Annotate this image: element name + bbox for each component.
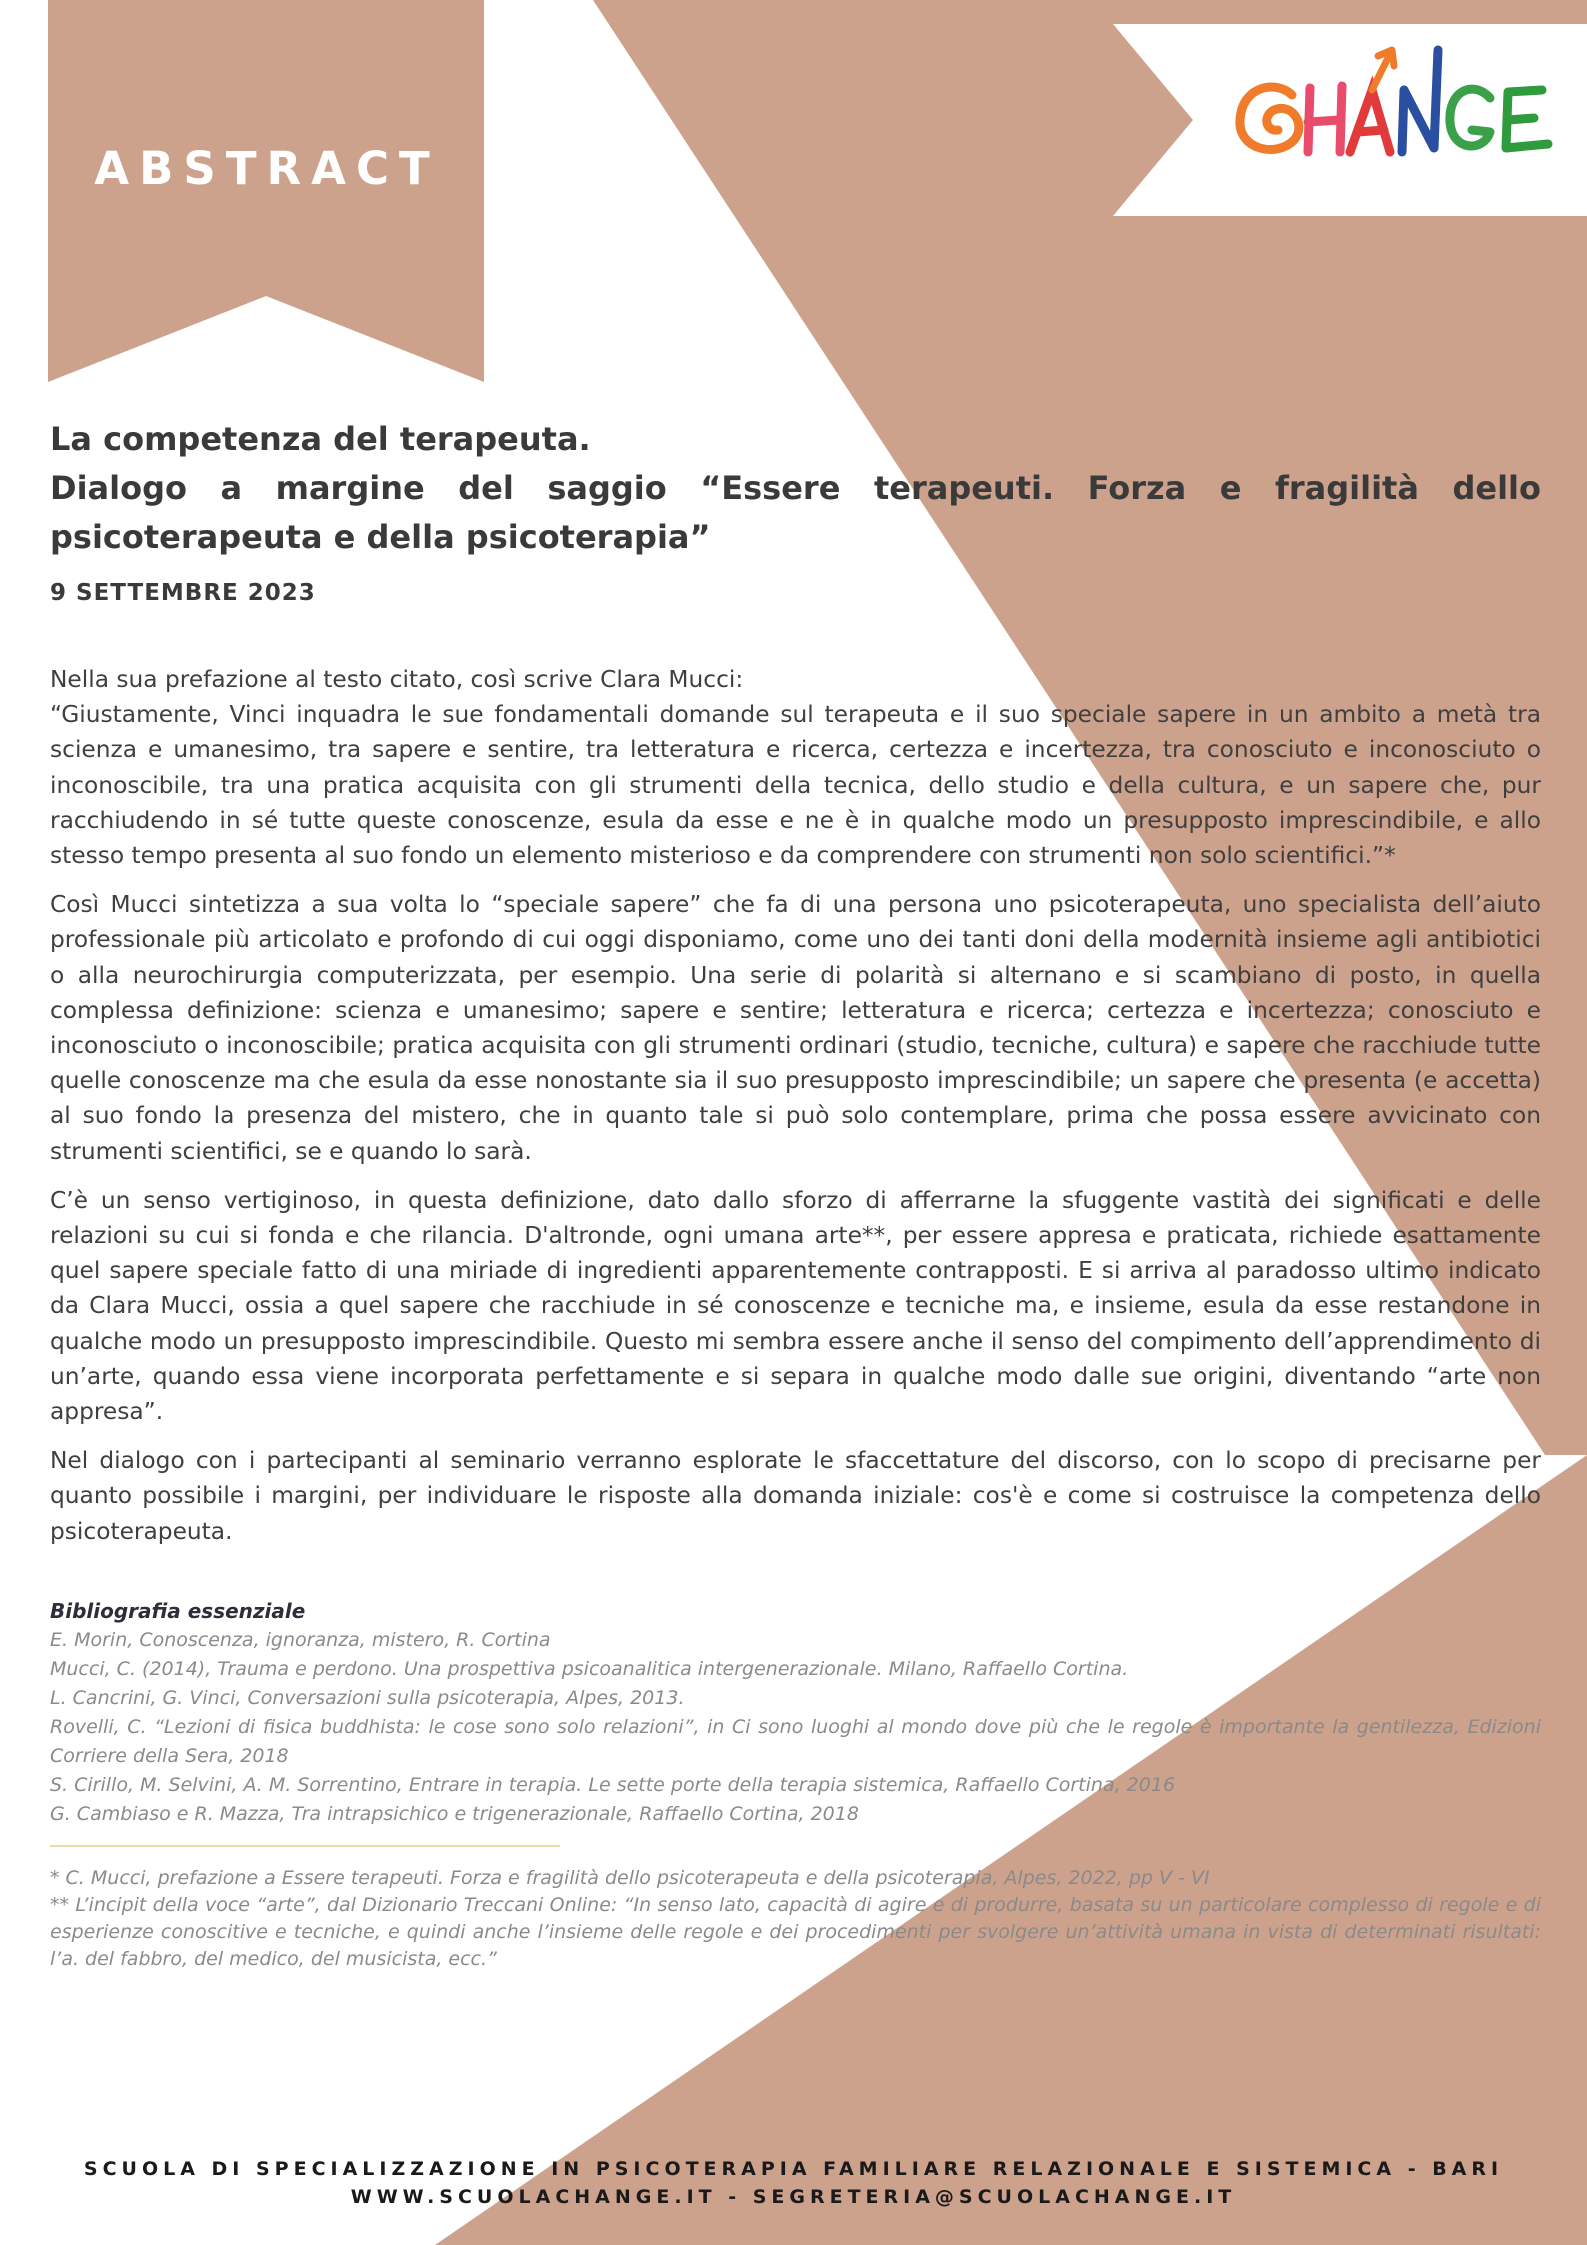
paragraph-1-quote: “Giustamente, Vinci inquadra le sue fondamentali domande sul terapeuta e il suo speciale sapere in un ambito a metà tra scienza e umanesimo, tra sapere e sentire, tra letteratura e ricerca, certezza e incertezza, tra conosciuto e inconosciuto o inconoscibile, tra una pratica acquisita con gli strumenti della tecnica, dello studio e della cultura, e un sapere che, pur racchiudendo in sé tutte queste conoscenze, esula da esse e ne è in qualche modo un presupposto imprescindibile, e allo stesso tempo presenta al suo fondo un elemento misterioso e da comprendere con strumenti non solo scientifici.”* — [50, 701, 1541, 870]
bibliography-item: Rovelli, C. “Lezioni di fisica buddhista: le cose sono solo relazioni”, in Ci sono luoghi al mondo dove più che le regole è importante la gentilezza, Edizioni Corriere della Sera, 2018 — [50, 1715, 1541, 1767]
abstract-body — [50, 662, 1541, 1549]
page-title — [50, 415, 1541, 562]
logo-letter-c — [1240, 87, 1299, 149]
footnotes — [50, 1865, 1541, 1973]
footer-school-name: SCUOLA DI SPECIALIZZAZIONE IN PSICOTERAPIA FAMILIARE RELAZIONALE E SISTEMICA - BARI — [83, 2158, 1504, 2180]
bibliography-item: E. Morin, Conoscenza, ignoranza, mistero, R. Cortina — [50, 1628, 551, 1651]
footnote-2: ** L’incipit della voce “arte”, dal Dizionario Treccani Online: “In senso lato, capacità di agire e di produrre, basata su un particolare complesso di regole e di esperienze conoscitive e tecniche, e quindi anche l’insieme delle regole e dei procedimenti per svolgere un’attività umana in vista di determinati risultati: l’a. del fabbro, del medico, del musicista, ecc.” — [50, 1893, 1541, 1970]
bibliography-item: G. Cambiaso e R. Mazza, Tra intrapsichico e trigenerazionale, Raffaello Cortina, 2018 — [50, 1802, 859, 1825]
footnote-divider — [50, 1845, 560, 1847]
logo-letter-a — [1350, 90, 1390, 152]
bibliography-item: Mucci, C. (2014), Trauma e perdono. Una prospettiva psicoanalitica intergenerazionale. Milano, Raffaello Cortina. — [50, 1657, 1129, 1680]
logo-letter-h — [1308, 86, 1342, 152]
event-date: 9 SETTEMBRE 2023 — [50, 580, 316, 606]
main-content — [50, 415, 1541, 1973]
logo-letter-e — [1506, 90, 1548, 148]
logo-arrow — [1372, 50, 1394, 90]
paragraph-1-intro: Nella sua prefazione al testo citato, così scrive Clara Mucci: — [50, 666, 744, 693]
paragraph-1 — [50, 662, 1541, 873]
bibliography-item: L. Cancrini, G. Vinci, Conversazioni sulla psicoterapia, Alpes, 2013. — [50, 1686, 685, 1709]
bibliography — [50, 1597, 1541, 1829]
title-line-2: Dialogo a margine del saggio “Essere terapeuti. Forza e fragilità dello — [50, 469, 1541, 507]
change-logo — [1222, 40, 1562, 180]
paragraph-3: C’è un senso vertiginoso, in questa definizione, dato dallo sforzo di afferrarne la sfuggente vastità dei significati e delle relazioni su cui si fonda e che rilancia. D'altronde, ogni umana arte**, per essere appresa e praticata, richiede esattamente quel sapere speciale fatto di una miriade di ingredienti apparentemente contrapposti. E si arriva al paradosso ultimo indicato da Clara Mucci, ossia a quel sapere che racchiude in sé conoscenze e tecniche ma, e insieme, esula da esse restandone in qualche modo un presupposto imprescindibile. Questo mi sembra essere anche il senso del compimento dell’apprendimento di un’arte, quando essa viene incorporata perfettamente e si separa in qualche modo dalle sue origini, diventando “arte non appresa”. — [50, 1186, 1541, 1426]
title-line-3: psicoterapeuta e della psicoterapia” — [50, 518, 711, 556]
logo-letter-n — [1402, 50, 1438, 152]
logo-letter-g — [1450, 89, 1490, 146]
abstract-label: ABSTRACT — [94, 142, 440, 195]
footnote-1: * C. Mucci, prefazione a Essere terapeuti. Forza e fragilità dello psicoterapeuta e della psicoterapia, Alpes, 2022, pp V - VI — [50, 1866, 1210, 1889]
bibliography-item: S. Cirillo, M. Selvini, A. M. Sorrentino, Entrare in terapia. Le sette porte della terapia sistemica, Raffaello Cortina, 2016 — [50, 1773, 1176, 1796]
title-line-1: La competenza del terapeuta. — [50, 420, 591, 458]
paragraph-4: Nel dialogo con i partecipanti al seminario verranno esplorate le sfaccettature del discorso, con lo scopo di precisarne per quanto possibile i margini, per individuare le risposte alla domanda iniziale: cos'è e come si costruisce la competenza dello psicoterapeuta. — [50, 1447, 1541, 1545]
bibliography-title: Bibliografia essenziale — [50, 1598, 306, 1623]
footer-contacts: WWW.SCUOLACHANGE.IT - SEGRETERIA@SCUOLACHANGE.IT — [350, 2186, 1237, 2208]
paragraph-2: Così Mucci sintetizza a sua volta lo “speciale sapere” che fa di una persona uno psicoterapeuta, uno specialista dell’aiuto professionale più articolato e profondo di cui oggi disponiamo, come uno dei tanti doni della modernità insieme agli antibiotici o alla neurochirurgia computerizzata, per esempio. Una serie di polarità si alternano e si scambiano di posto, in quella complessa definizione: scienza e umanesimo; sapere e sentire; letteratura e ricerca; certezza e incertezza; conosciuto e inconosciuto o inconoscibile; pratica acquisita con gli strumenti ordinari (studio, tecniche, cultura) e sapere che racchiude tutte quelle conoscenze ma che esula da esse nonostante sia il suo presupposto imprescindibile; un sapere che presenta (e accetta) al suo fondo la presenza del mistero, che in quanto tale si può solo contemplare, prima che possa essere avvicinato con strumenti scientifici, se e quando lo sarà. — [50, 891, 1541, 1165]
